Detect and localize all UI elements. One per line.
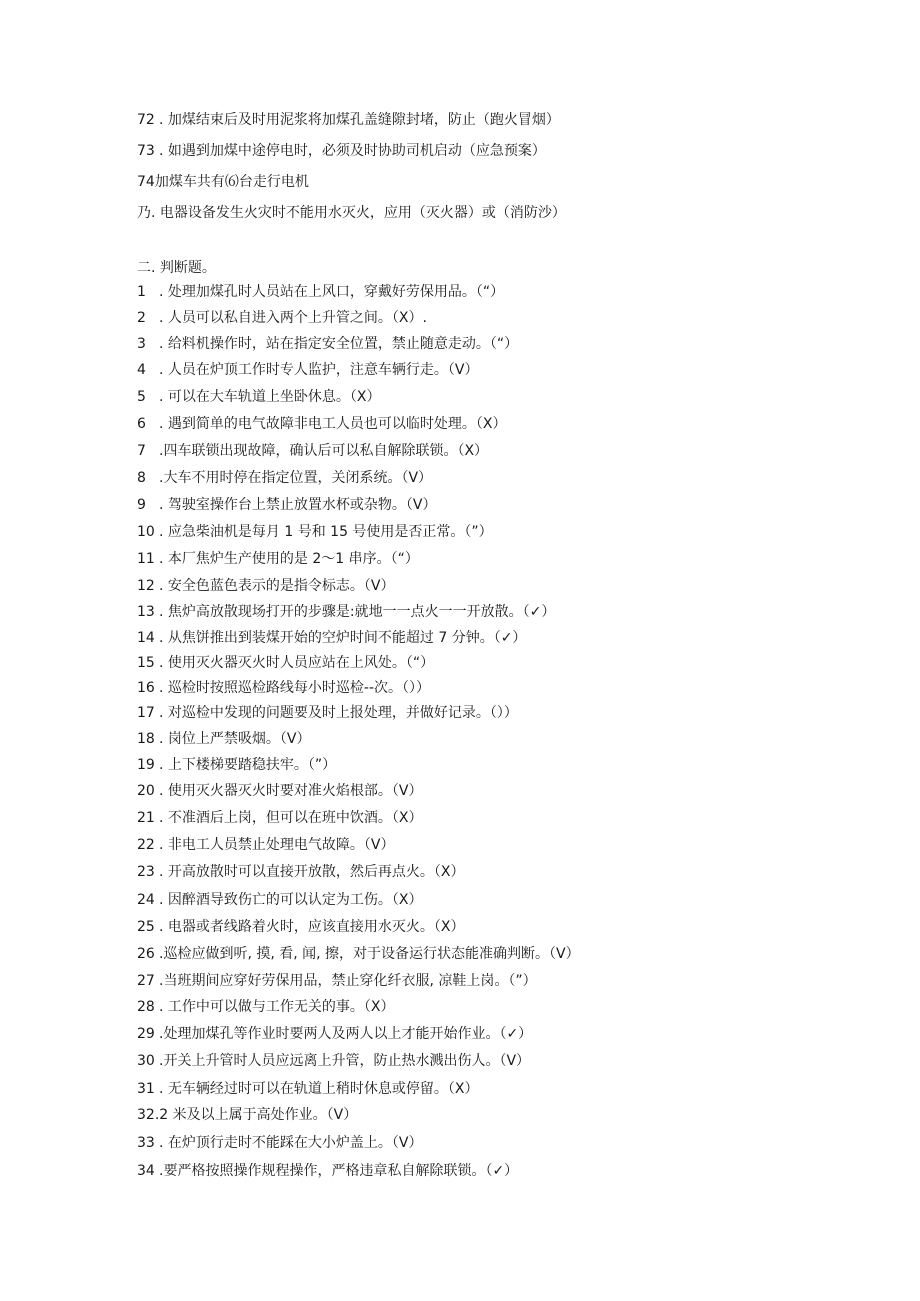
item-text: . 驾驶室操作台上禁止放置水杯或杂物。（V） bbox=[159, 497, 437, 513]
item-number: 25 bbox=[137, 919, 155, 935]
item-number: 14 bbox=[137, 630, 155, 646]
item-text: .开关上升管时人员应远离上升管，防止热水溅出伤人。（V） bbox=[159, 1053, 531, 1069]
judge-item bbox=[137, 809, 423, 827]
item-number: 29 bbox=[137, 1026, 155, 1042]
item-text: . 加煤结束后及时用泥浆将加煤孔盖缝隙封堵，防止（跑火冒烟） bbox=[159, 112, 560, 128]
item-text: .大车不用时停在指定位置，关闭系统。（V） bbox=[159, 470, 433, 486]
item-number: 16 bbox=[137, 680, 155, 696]
item-number: 2 bbox=[137, 310, 146, 326]
item-number: 20 bbox=[137, 783, 155, 799]
judge-item bbox=[137, 550, 419, 568]
item-number: 1 bbox=[137, 284, 146, 300]
item-text: . 电器或者线路着火时，应该直接用水灭火。（X） bbox=[159, 919, 465, 935]
item-text: . 安全色蓝色表示的是指令标志。（V） bbox=[159, 578, 395, 594]
item-text: . 工作中可以做与工作无关的事。（X） bbox=[159, 999, 395, 1015]
item-number: 7 bbox=[137, 443, 146, 459]
judge-item bbox=[137, 496, 436, 514]
fill-item-72 bbox=[137, 111, 560, 129]
judge-item bbox=[137, 1162, 518, 1180]
item-text: . 遇到简单的电气故障非电工人员也可以临时处理。（X） bbox=[159, 416, 507, 432]
judge-item bbox=[137, 442, 488, 460]
judge-item bbox=[137, 782, 422, 800]
item-number: 26 bbox=[137, 946, 155, 962]
item-text: . 在炉顶行走时不能踩在大小炉盖上。（V） bbox=[159, 1135, 423, 1151]
item-number: 22 bbox=[137, 837, 155, 853]
item-text: . 上下楼梯要踏稳扶牢。（”） bbox=[159, 757, 337, 773]
item-number: 23 bbox=[137, 864, 155, 880]
judge-item bbox=[137, 863, 465, 881]
item-text: . 使用灭火器灭火时要对准火焰根部。（V） bbox=[159, 783, 423, 799]
item-text: 32.2 米及以上属于高处作业。（V） bbox=[137, 1107, 358, 1123]
item-text: .要严格按照操作规程操作，严格违章私自解除联锁。（✓） bbox=[159, 1163, 519, 1179]
fill-item-74 bbox=[137, 173, 309, 191]
fill-item-73 bbox=[137, 142, 546, 160]
item-number: 9 bbox=[137, 497, 146, 513]
item-number: 15 bbox=[137, 655, 155, 671]
judge-item bbox=[137, 577, 394, 595]
judge-item bbox=[137, 918, 465, 936]
item-text: . 可以在大车轨道上坐卧休息。（X） bbox=[159, 389, 381, 405]
item-text: . 对巡检中发现的问题要及时上报处理，并做好记录。（）） bbox=[159, 705, 518, 721]
judge-item bbox=[137, 891, 423, 909]
item-number: 19 bbox=[137, 757, 155, 773]
item-text: . 人员在炉顶工作时专人监护，注意车辆行走。（V） bbox=[159, 362, 479, 378]
judge-item bbox=[137, 469, 432, 487]
item-text: 74加煤车共有⑹台走行电机 bbox=[137, 174, 309, 190]
item-text: . 巡检时按照巡检路线每小时巡检--次。（）） bbox=[159, 680, 431, 696]
item-number: 4 bbox=[137, 362, 146, 378]
item-number: 21 bbox=[137, 810, 155, 826]
judge-item bbox=[137, 1134, 422, 1152]
item-text: .当班期间应穿好劳保用品，禁止穿化纤衣服, 凉鞋上岗。（”） bbox=[159, 973, 537, 989]
judge-item bbox=[137, 836, 394, 854]
item-text: . 开高放散时可以直接开放散，然后再点火。（X） bbox=[159, 864, 465, 880]
judge-item bbox=[137, 704, 518, 722]
item-text: . 无车辆经过时可以在轨道上稍时休息或停留。（X） bbox=[159, 1081, 479, 1097]
item-number: 34 bbox=[137, 1163, 155, 1179]
item-text: . 如遇到加煤中途停电时，必须及时协助司机启动（应急预案） bbox=[159, 143, 546, 159]
judge-item bbox=[137, 756, 336, 774]
item-number: 31 bbox=[137, 1081, 155, 1097]
judge-item bbox=[137, 629, 526, 647]
item-number: 13 bbox=[137, 604, 155, 620]
item-number: 73 bbox=[137, 143, 155, 159]
item-text: 乃. 电器设备发生火灾时不能用水灭火，应用（灭火器）或（消防沙） bbox=[137, 205, 566, 221]
section-title: 二. 判断题。 bbox=[137, 260, 216, 276]
judge-item bbox=[137, 998, 395, 1016]
judge-item bbox=[137, 603, 555, 621]
item-number: 27 bbox=[137, 973, 155, 989]
item-text: . 使用灭火器灭火时人员应站在上风处。（“） bbox=[159, 655, 435, 671]
item-number: 72 bbox=[137, 112, 155, 128]
judge-item bbox=[137, 309, 427, 327]
item-number: 24 bbox=[137, 892, 155, 908]
item-text: . 不准酒后上岗，但可以在班中饮酒。（X） bbox=[159, 810, 423, 826]
judge-item bbox=[137, 730, 310, 748]
item-text: . 从焦饼推出到装煤开始的空炉时间不能超过 7 分钟。（✓） bbox=[159, 630, 527, 646]
judge-item bbox=[137, 523, 493, 541]
item-number: 12 bbox=[137, 578, 155, 594]
item-text: . 人员可以私自进入两个上升管之间。（X）. bbox=[159, 310, 427, 326]
item-number: 17 bbox=[137, 705, 155, 721]
item-text: . 非电工人员禁止处理电气故障。（V） bbox=[159, 837, 395, 853]
judge-item bbox=[137, 972, 537, 990]
judge-item bbox=[137, 1106, 357, 1124]
judge-item bbox=[137, 654, 434, 672]
item-text: . 本厂焦炉生产使用的是 2～1 串序。（“） bbox=[159, 551, 419, 567]
item-text: . 岗位上严禁吸烟。（V） bbox=[159, 731, 311, 747]
judge-item bbox=[137, 679, 430, 697]
item-text: . 应急柴油机是每月 1 号和 15 号使用是否正常。（”） bbox=[159, 524, 493, 540]
item-number: 8 bbox=[137, 470, 146, 486]
item-number: 33 bbox=[137, 1135, 155, 1151]
judge-item bbox=[137, 335, 518, 353]
judge-item bbox=[137, 945, 580, 963]
item-text: . 处理加煤孔时人员站在上风口，穿戴好劳保用品。（“） bbox=[159, 284, 505, 300]
item-number: 11 bbox=[137, 551, 155, 567]
item-number: 6 bbox=[137, 416, 146, 432]
item-text: . 因醉酒导致伤亡的可以认定为工伤。（X） bbox=[159, 892, 423, 908]
item-text: .巡检应做到听, 摸, 看, 闻, 擦，对于设备运行状态能准确判断。（V） bbox=[159, 946, 580, 962]
judge-item bbox=[137, 415, 507, 433]
item-text: . 给料机操作时，站在指定安全位置，禁止随意走动。（“） bbox=[159, 336, 519, 352]
item-text: .四车联锁出现故障，确认后可以私自解除联锁。（X） bbox=[159, 443, 489, 459]
item-number: 5 bbox=[137, 389, 146, 405]
judge-item bbox=[137, 1080, 479, 1098]
judge-item bbox=[137, 388, 381, 406]
item-number: 18 bbox=[137, 731, 155, 747]
item-text: .处理加煤孔等作业时要两人及两人以上才能开始作业。（✓） bbox=[159, 1026, 533, 1042]
item-text: . 焦炉高放散现场打开的步骤是:就地一一点火一一开放散。（✓） bbox=[159, 604, 556, 620]
fill-item-75 bbox=[137, 204, 566, 222]
judge-item bbox=[137, 1052, 530, 1070]
judge-item bbox=[137, 283, 504, 301]
item-number: 3 bbox=[137, 336, 146, 352]
judge-item bbox=[137, 1025, 532, 1043]
item-number: 10 bbox=[137, 524, 155, 540]
item-number: 28 bbox=[137, 999, 155, 1015]
item-number: 30 bbox=[137, 1053, 155, 1069]
judge-item bbox=[137, 361, 478, 379]
